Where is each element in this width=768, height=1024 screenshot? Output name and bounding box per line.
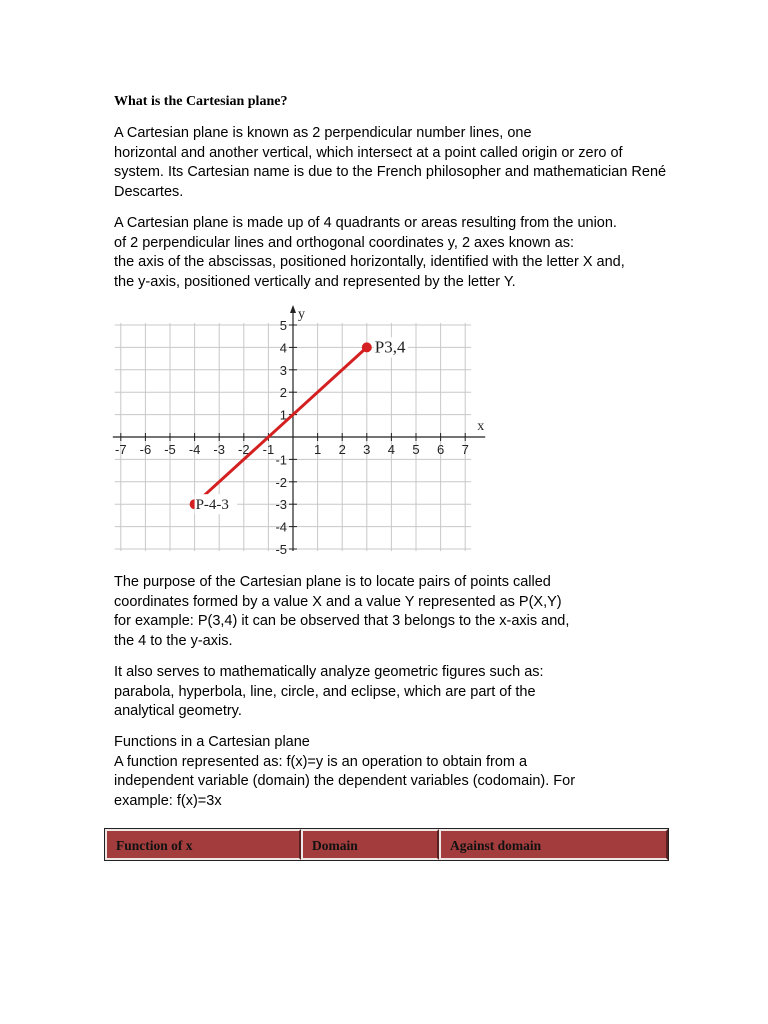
x-tick-label: -6 xyxy=(139,442,152,457)
paragraph-purpose xyxy=(114,573,674,651)
point-label: P3,4 xyxy=(374,337,406,357)
cartesian-plane-chart xyxy=(110,300,490,565)
text-line: of 2 perpendicular lines and orthogonal coordinates y, 2 axes known as: xyxy=(114,234,574,251)
x-tick-label: 3 xyxy=(363,442,371,457)
x-tick-label: 5 xyxy=(412,442,420,457)
text-line: independent variable (domain) the dependent variables (codomain). For xyxy=(114,773,576,789)
x-tick-label: -5 xyxy=(164,442,176,457)
text-line: the axis of the abscissas, positioned horizontally, identified with the letter X and, xyxy=(114,254,625,270)
point-label: P-4-3 xyxy=(195,497,229,514)
y-tick-label: -5 xyxy=(275,542,287,557)
y-tick-label: 5 xyxy=(279,318,287,333)
text-line: example: f(x)=3x xyxy=(114,792,222,809)
y-tick-label: -3 xyxy=(275,497,287,513)
paragraph-quadrants xyxy=(114,214,674,292)
x-tick-label: 7 xyxy=(461,442,469,457)
y-tick-label: -1 xyxy=(275,452,287,468)
x-tick-label: 1 xyxy=(313,442,322,457)
x-tick-label: -1 xyxy=(262,442,275,457)
y-tick-label: 4 xyxy=(279,340,287,356)
table-header-cell: Domain xyxy=(301,829,439,860)
table-header-cell: Function of x xyxy=(105,829,301,860)
text-line: A Cartesian plane is known as 2 perpendicular number lines, one xyxy=(114,125,532,141)
y-tick-label: 1 xyxy=(279,407,287,423)
function-table-header xyxy=(104,828,669,861)
x-tick-label: 2 xyxy=(338,442,346,457)
text-line: A Cartesian plane is made up of 4 quadrants or areas resulting from the union. xyxy=(114,215,617,231)
section-heading: What is the Cartesian plane? xyxy=(114,94,288,109)
text-line: for example: P(3,4) it can be observed that 3 belongs to the x-axis and, xyxy=(114,613,570,629)
text-line: horizontal and another vertical, which intersect at a point called origin or zero of xyxy=(114,144,623,161)
text-line: A function represented as: f(x)=y is an operation to obtain from a xyxy=(114,753,528,770)
text-line: analytical geometry. xyxy=(114,703,242,719)
x-tick-label: -4 xyxy=(188,442,201,457)
text-line: the y-axis, positioned vertically and represented by the letter Y. xyxy=(114,273,516,290)
x-tick-label: -2 xyxy=(238,442,250,457)
y-tick-label: 3 xyxy=(279,362,287,378)
y-tick-label: -4 xyxy=(275,519,287,535)
text-line: the 4 to the y-axis. xyxy=(114,632,233,649)
paragraph-geometry xyxy=(114,663,674,722)
text-line: It also serves to mathematically analyze geometric figures such as: xyxy=(114,664,544,680)
text-line: Functions in a Cartesian plane xyxy=(114,734,310,750)
table-header-cell: Against domain xyxy=(439,829,668,860)
x-tick-label: 6 xyxy=(436,442,445,457)
x-tick-label: -7 xyxy=(115,442,127,457)
text-line: system. Its Cartesian name is due to the French philosopher and mathematician René xyxy=(114,164,667,180)
data-point xyxy=(362,342,372,352)
y-tick-label: 2 xyxy=(279,385,287,401)
y-axis-label: y xyxy=(298,307,305,322)
text-line: Descartes. xyxy=(114,183,184,200)
y-tick-label: -2 xyxy=(275,474,287,490)
x-tick-label: -3 xyxy=(213,442,225,457)
text-line: parabola, hyperbola, line, circle, and eclipse, which are part of the xyxy=(114,683,536,700)
text-line: coordinates formed by a value X and a value Y represented as P(X,Y) xyxy=(114,593,562,610)
x-tick-label: 4 xyxy=(387,442,396,457)
text-line: The purpose of the Cartesian plane is to locate pairs of points called xyxy=(114,574,551,590)
paragraph-definition xyxy=(114,124,674,202)
x-axis-label: x xyxy=(477,419,485,434)
paragraph-functions xyxy=(114,733,674,811)
y-axis-arrow xyxy=(290,305,296,313)
